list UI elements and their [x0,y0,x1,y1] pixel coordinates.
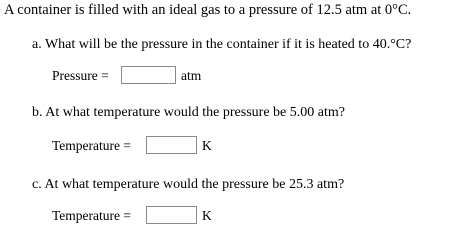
unit-label-a: atm [181,68,202,83]
temperature-input-b[interactable] [146,136,197,154]
answer-label-a: Pressure = [52,68,109,83]
question-b: b. At what temperature would the pressure be 5.00 atm? [32,105,345,120]
question-c: c. At what temperature would the pressure be 25.3 atm? [32,177,345,192]
temperature-input-c[interactable] [146,206,197,224]
answer-label-b: Temperature = [52,138,132,153]
problem-statement: A container is filled with an ideal gas to a pressure of 12.5 atm at 0°C. [4,2,412,18]
unit-label-c: K [202,208,212,223]
unit-label-b: K [202,138,212,153]
question-a: a. What will be the pressure in the container if it is heated to 40.°C? [32,37,412,52]
answer-label-c: Temperature = [52,208,132,223]
pressure-input[interactable] [121,66,176,84]
